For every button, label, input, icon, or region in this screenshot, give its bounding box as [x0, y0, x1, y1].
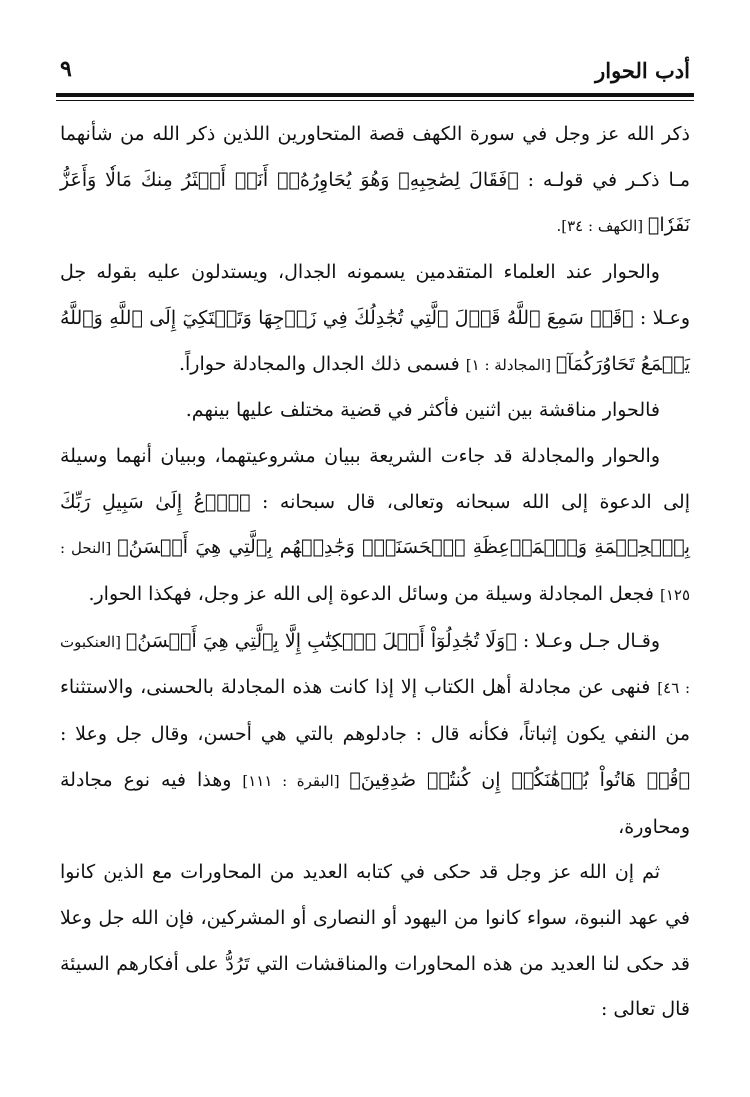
verse-reference: [النحل : ١٢٥]: [60, 539, 690, 605]
text-span: والحوار عند العلماء المتقدمين يسمونه الجدال، ويستدلون عليه بقوله جل وعـلا :: [60, 261, 690, 329]
paragraph-mujadila: [60, 250, 690, 388]
running-head: [52, 56, 698, 86]
header-rule-thin: [56, 100, 694, 101]
text-span: فالحوار مناقشة بين اثنين فأكثر في قضية مختلف عليها بينهم.: [185, 399, 660, 422]
page-title: أدب الحوار: [595, 58, 690, 83]
text-span: ثم إن الله عز وجل قد حكى في كتابه العديد من المحاورات مع الذين كانوا في عهد النبوة، سواء كانوا من اليهود أو النصارى أو المشركين، فإن الله جل وعلا قد حكى لنا العديد من هذه المحاورات والمناقشات التي تَرُدُّ على أفكارهم السيئة قال تعالى :: [60, 861, 690, 1021]
paragraph-ankabut: [60, 619, 690, 851]
verse-reference: [الكهف : ٣٤].: [556, 217, 648, 236]
page-number: ٩: [60, 56, 72, 82]
quran-verse: ﴿قَدۡ سَمِعَ ٱللَّهُ قَوۡلَ ٱلَّتِي تُجَٰدِلُكَ فِي زَوۡجِهَا وَتَشۡتَكِيٓ إِلَى ٱللَّهِ وَٱللَّهُ يَسۡمَعُ تَحَاوُرَكُمَآ﴾: [60, 306, 690, 375]
text-span: والحوار والمجادلة قد جاءت الشريعة ببيان مشروعيتهما، وببيان أنهما وسيلة إلى الدعوة إلى الله سبحانه وتعالى، قال سبحانه :: [60, 444, 690, 513]
verse-reference: [البقرة : ١١١]: [242, 771, 350, 790]
text-span: ذكر الله عز وجل في سورة الكهف قصة المتحاورين اللذين ذكر الله من شأنهما مـا ذكـر في قولـه :: [60, 123, 690, 191]
quran-verse: ﴿وَلَا تُجَٰدِلُوٓاْ أَهۡلَ ٱلۡكِتَٰبِ إِلَّا بِٱلَّتِي هِيَ أَحۡسَنُ﴾: [125, 629, 517, 652]
quran-verse: ﴿فَقَالَ لِصَٰحِبِهِۦ وَهُوَ يُحَاوِرُهُۥٓ أَنَا۠ أَكۡثَرُ مِنكَ مَالٗا وَأَعَزُّ نَفَرٗا﴾: [60, 168, 690, 237]
paragraph-definition: [60, 388, 690, 434]
paragraph-prophethood: [60, 850, 690, 1033]
verse-reference: [المجادلة : ١]: [465, 355, 556, 374]
text-span: وهذا فيه نوع مجادلة ومحاورة،: [60, 768, 690, 838]
header-rule-thick: [56, 93, 694, 97]
body-text: [60, 112, 690, 1033]
quran-verse: ﴿ٱدۡعُ إِلَىٰ سَبِيلِ رَبِّكَ بِٱلۡحِكۡمَةِ وَٱلۡمَوۡعِظَةِ ٱلۡحَسَنَةِۖ وَجَٰدِلۡهُم بِٱلَّتِي هِيَ أَحۡسَنُ﴾: [60, 490, 690, 559]
text-span: وقـال جـل وعـلا :: [516, 629, 660, 652]
paragraph-kahf: [60, 112, 690, 250]
quran-verse: ﴿قُلۡ هَاتُواْ بُرۡهَٰنَكُمۡ إِن كُنتُمۡ صَٰدِقِينَ﴾: [349, 768, 691, 791]
verse-reference: [العنكبوت : ٤٦]: [60, 632, 690, 698]
text-span: فنهى عن مجادلة أهل الكتاب إلا إذا كانت هذه المجادلة بالحسنى، والاستثناء من النفي يكون إثباتاً، فكأنه قال : جادلوهم بالتي هي أحسن، وقال جل وعلا :: [60, 676, 690, 746]
text-span: فسمى ذلك الجدال والمجادلة حواراً.: [178, 352, 466, 375]
paragraph-nahl: [60, 434, 690, 619]
text-span: فجعل المجادلة وسيلة من وسائل الدعوة إلى الله عز وجل، فهكذا الحوار.: [88, 583, 660, 606]
